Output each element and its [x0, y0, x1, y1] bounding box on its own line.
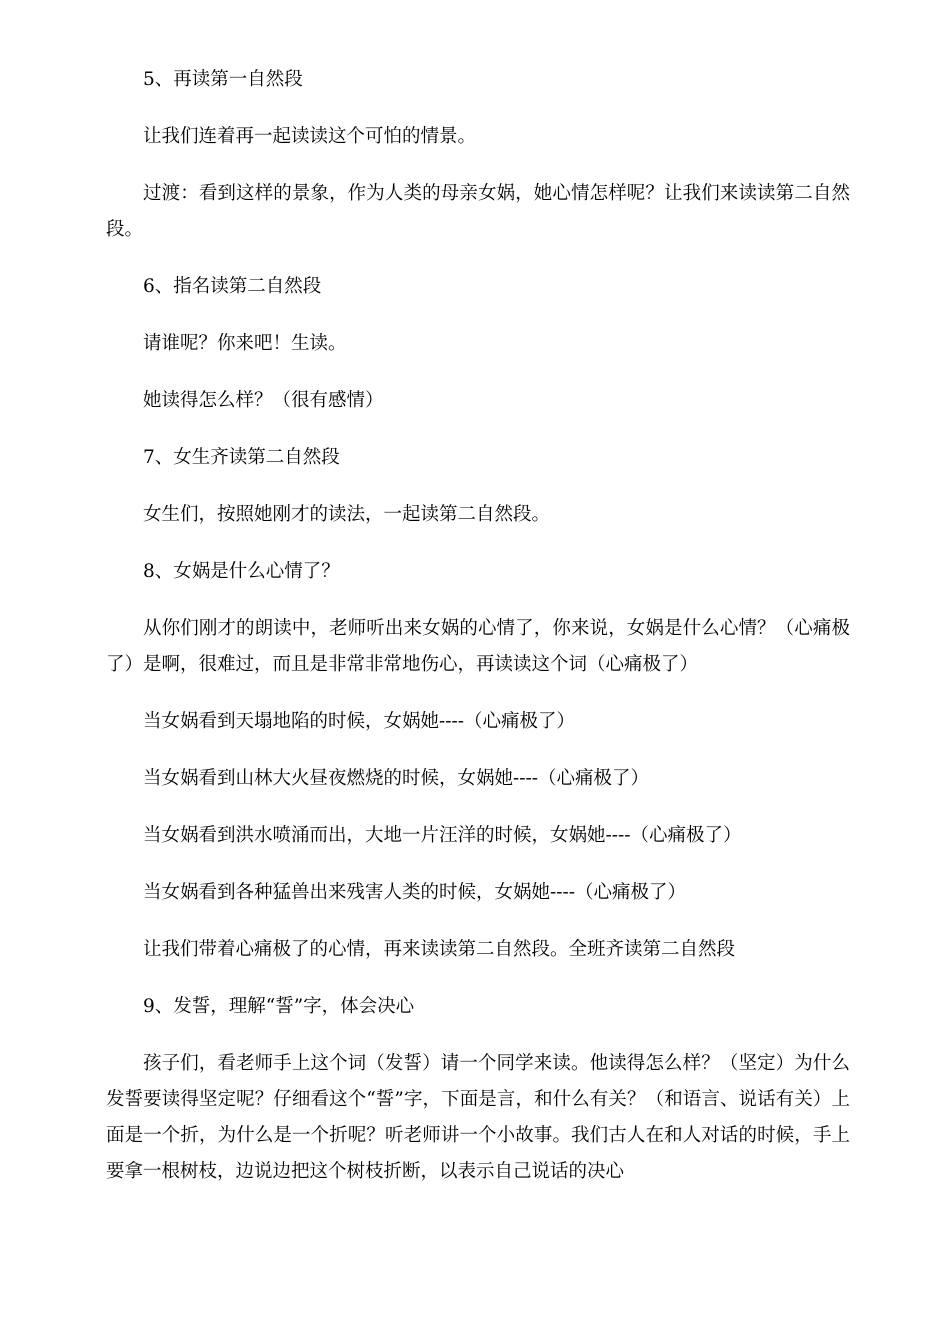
- paragraph-transition: 过渡：看到这样的景象，作为人类的母亲女娲，她心情怎样呢？让我们来读读第二自然段。: [106, 183, 850, 240]
- paragraph: 让我们连着再一起读读这个可怕的情景。: [143, 126, 477, 147]
- paragraph: 当女娲看到洪水喷涌而出，大地一片汪洋的时候，女娲她----（心痛极了）: [143, 825, 742, 846]
- paragraph: 请谁呢？你来吧！生读。: [143, 333, 347, 354]
- paragraph: 让我们带着心痛极了的心情，再来读读第二自然段。全班齐读第二自然段: [143, 939, 736, 960]
- paragraph-heading-5: 5、再读第一自然段: [143, 69, 303, 90]
- paragraph-heading-8: 8、女娲是什么心情了？: [143, 561, 340, 582]
- paragraph-heading-6: 6、指名读第二自然段: [143, 276, 322, 297]
- paragraph-heading-9: 9、发誓，理解“誓”字，体会决心: [143, 996, 415, 1017]
- paragraph: 从你们刚才的朗读中，老师听出来女娲的心情了，你来说，女娲是什么心情？（心痛极了）是啊，很难过，而且是非常非常地伤心，再读读这个词（心痛极了）: [106, 618, 850, 675]
- paragraph: 当女娲看到天塌地陷的时候，女娲她----（心痛极了）: [143, 711, 576, 732]
- paragraph: 孩子们，看老师手上这个词（发誓）请一个同学来读。他读得怎么样？（坚定）为什么发誓要读得坚定呢？仔细看这个“誓”字，下面是言，和什么有关？（和语言、说话有关）上面是一个折，为什么是一个折呢？听老师讲一个小故事。我们古人在和人对话的时候，手上要拿一根树枝，边说边把这个树枝折断，以表示自己说话的决心: [106, 1053, 850, 1182]
- paragraph: 女生们，按照她刚才的读法，一起读第二自然段。: [143, 504, 551, 525]
- paragraph-heading-7: 7、女生齐读第二自然段: [143, 447, 340, 468]
- paragraph: 她读得怎么样？（很有感情）: [143, 390, 384, 411]
- document-body: [106, 62, 850, 1211]
- paragraph: 当女娲看到山林大火昼夜燃烧的时候，女娲她----（心痛极了）: [143, 768, 650, 789]
- paragraph: 当女娲看到各种猛兽出来残害人类的时候，女娲她----（心痛极了）: [143, 882, 687, 903]
